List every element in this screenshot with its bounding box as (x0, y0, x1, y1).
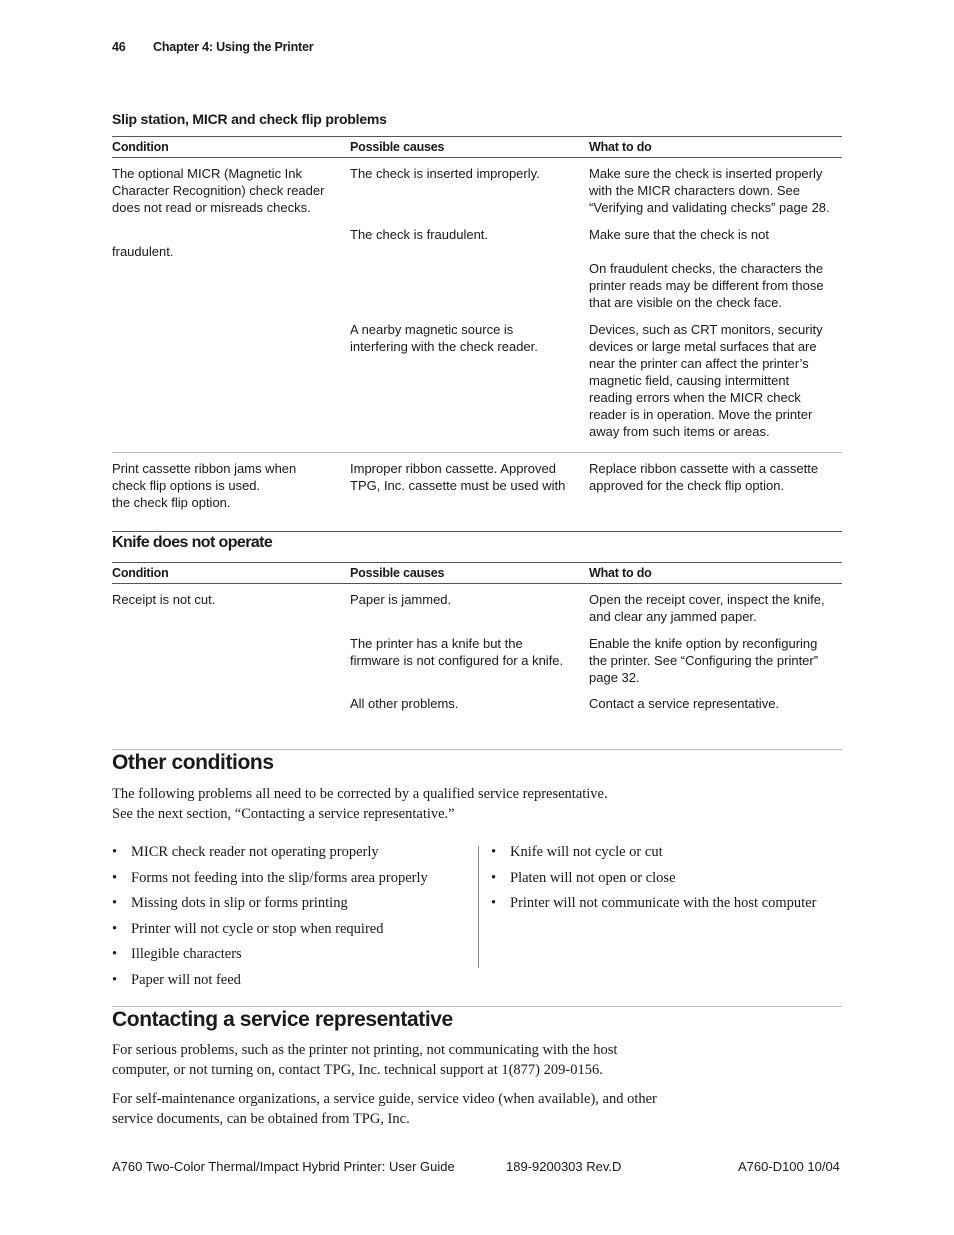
bullet: • (112, 946, 118, 963)
table-cell-action-note: On fraudulent checks, the characters the printer reads may be different from those that are visible on the check face. (589, 261, 824, 310)
table-top-rule (112, 136, 842, 137)
footer-title: A760 Two-Color Thermal/Impact Hybrid Printer: User Guide (112, 1159, 455, 1174)
list-item: • Knife will not cycle or cut (491, 844, 663, 860)
table-bottom-rule (112, 531, 842, 532)
table-cell-condition: Receipt is not cut. (112, 592, 216, 607)
section-divider (112, 1006, 842, 1007)
list-item: • Illegible characters (112, 946, 242, 963)
table-cell-action: Make sure that the check is not (589, 227, 769, 242)
other-conditions-intro: The following problems all need to be corrected by a qualified service representative. See the next section, “Contacting a service representative.” (112, 786, 608, 822)
bullet: • (491, 844, 497, 860)
list-item: • Printer will not cycle or stop when required (112, 920, 384, 937)
column-header-condition: Condition (112, 566, 169, 580)
list-item: • Missing dots in slip or forms printing (112, 895, 348, 912)
column-header-causes: Possible causes (350, 566, 445, 580)
table-cell-cause: All other problems. (350, 696, 459, 711)
bullet: • (491, 895, 497, 912)
footer-doc-code: A760-D100 10/04 (738, 1159, 840, 1174)
chapter-title: Chapter 4: Using the Printer (153, 40, 314, 54)
list-item: • Printer will not communicate with the host computer (491, 895, 817, 912)
column-header-action: What to do (589, 140, 652, 154)
table-header-rule (112, 583, 842, 584)
column-header-causes: Possible causes (350, 140, 445, 154)
list-item: • Paper will not feed (112, 971, 241, 988)
table-cell-action: Devices, such as CRT monitors, security devices or large metal surfaces that are near the printer can affect the printer’s magnetic field, causing intermittent reading errors when the MICR check reader is in operation. Move the printer away from such items or areas. (589, 322, 823, 439)
column-divider (478, 846, 479, 968)
contacting-paragraph: For serious problems, such as the printer not printing, not communicating with the host computer, or not turning on, contact TPG, Inc. technical support at 1(877) 209-0156. (112, 1042, 618, 1078)
table-cell-condition: The optional MICR (Magnetic Ink Character Recognition) check reader does not read or misreads checks. (112, 166, 325, 215)
table-cell-cause: Paper is jammed. (350, 592, 452, 607)
bullet: • (112, 844, 118, 860)
page-number: 46 (112, 40, 126, 54)
contacting-paragraph: For self-maintenance organizations, a service guide, service video (when available), and other service documents, can be obtained from TPG, Inc. (112, 1091, 657, 1127)
list-item: • MICR check reader not operating properly (112, 844, 379, 860)
table-cell-action: Enable the knife option by reconfiguring the printer. See “Configuring the printer” page 32. (589, 636, 819, 685)
column-header-condition: Condition (112, 140, 169, 154)
table-cell-cause: Improper ribbon cassette. Approved TPG, Inc. cassette must be used with (350, 461, 566, 493)
list-item: • Platen will not open or close (491, 869, 676, 886)
footer-part-number: 189-9200303 Rev.D (506, 1159, 622, 1174)
table-top-rule (112, 562, 842, 563)
table-header-rule (112, 157, 842, 158)
table-cell-cause: The check is fraudulent. (350, 227, 489, 242)
problem-list-right (491, 844, 816, 921)
table-cell-condition: fraudulent. (112, 244, 174, 259)
table-cell-action: Replace ribbon cassette with a cassette approved for the check flip option. (589, 461, 819, 493)
table-row-divider (112, 452, 842, 453)
bullet: • (491, 869, 497, 886)
table-cell-action: Contact a service representative. (589, 696, 780, 711)
table-cell-cause: The printer has a knife but the firmware is not configured for a knife. (350, 636, 564, 668)
table-cell-action: Open the receipt cover, inspect the knife, and clear any jammed paper. (589, 592, 825, 624)
table-cell-condition: Print cassette ribbon jams when check flip options is used. the check flip option. (112, 461, 297, 510)
section-heading-other-conditions: Other conditions (112, 751, 274, 774)
table-cell-action: Make sure the check is inserted properly with the MICR characters down. See “Verifying and validating checks” page 28. (589, 166, 830, 215)
section-divider (112, 749, 842, 750)
bullet: • (112, 971, 118, 988)
knife-table-title: Knife does not operate (112, 534, 273, 551)
bullet: • (112, 869, 118, 886)
section-heading-contacting: Contacting a service representative (112, 1008, 453, 1031)
slip-table-title: Slip station, MICR and check flip problems (112, 111, 387, 127)
bullet: • (112, 895, 118, 912)
page-header (112, 40, 313, 54)
list-item: • Forms not feeding into the slip/forms area properly (112, 869, 428, 886)
problem-list-left (112, 844, 428, 998)
column-header-action: What to do (589, 566, 652, 580)
table-cell-cause: The check is inserted improperly. (350, 166, 540, 181)
bullet: • (112, 920, 118, 937)
table-cell-cause: A nearby magnetic source is interfering with the check reader. (350, 322, 538, 354)
